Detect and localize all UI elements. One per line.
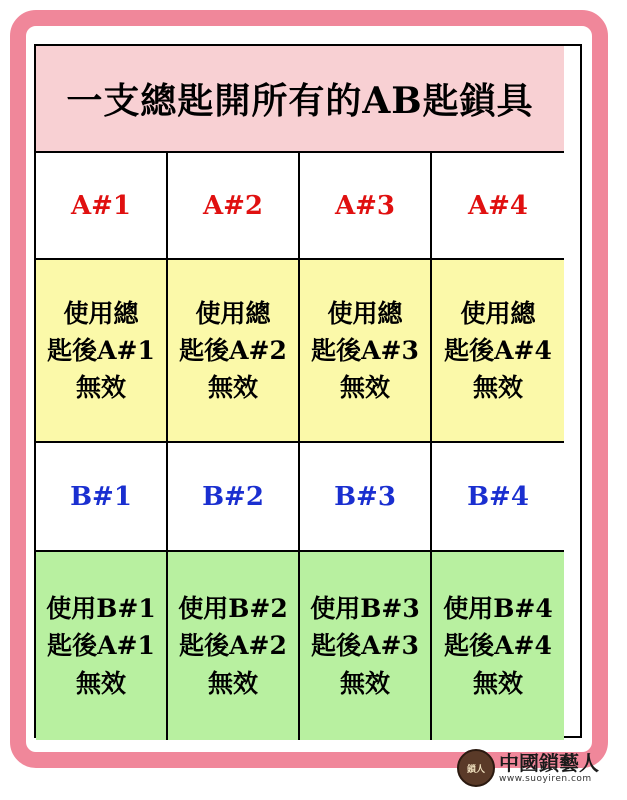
cell-line: 無效 <box>207 373 258 403</box>
key-table <box>34 44 582 738</box>
b-header-label: B#4 <box>467 481 529 512</box>
cell-line: 無效 <box>339 668 390 698</box>
a-header-3 <box>300 153 432 260</box>
logo-name: 中國鎖藝人 <box>499 750 599 775</box>
a-header-label: A#3 <box>334 190 396 221</box>
b-cell-2 <box>168 552 300 740</box>
cell-line: 匙後A#3 <box>311 335 419 365</box>
cell-line: 匙後A#4 <box>444 631 552 661</box>
cell-line: 使用總 <box>195 298 271 328</box>
cell-line: 無效 <box>472 373 523 403</box>
cell-line: 匙後A#1 <box>47 335 155 365</box>
a-cell-1 <box>36 260 168 443</box>
b-cell-3 <box>300 552 432 740</box>
cell-line: 使用B#4 <box>443 594 553 624</box>
a-header-label: A#1 <box>70 190 132 221</box>
cell-line: 匙後A#2 <box>179 631 287 661</box>
cell-line: 匙後A#2 <box>179 335 287 365</box>
b-header-label: B#2 <box>202 481 264 512</box>
a-cell-4 <box>432 260 564 443</box>
logo-text <box>499 750 599 784</box>
cell-line: 無效 <box>472 668 523 698</box>
logo-seal-icon: 鎖人 <box>457 749 495 787</box>
cell-line: 使用B#3 <box>310 594 420 624</box>
cell-line: 無效 <box>75 373 126 403</box>
cell-line: 匙後A#4 <box>444 335 552 365</box>
b-header-1 <box>36 443 168 552</box>
cell-line: 使用總 <box>63 298 139 328</box>
b-cell-4 <box>432 552 564 740</box>
cell-line: 匙後A#1 <box>47 631 155 661</box>
logo-url: www.suoyiren.com <box>499 773 592 784</box>
b-header-label: B#1 <box>70 481 132 512</box>
a-cell-2 <box>168 260 300 443</box>
cell-line: 無效 <box>75 668 126 698</box>
b-header-4 <box>432 443 564 552</box>
cell-line: 使用總 <box>327 298 403 328</box>
a-header-label: A#2 <box>202 190 264 221</box>
table-title: 一支總匙開所有的AB匙鎖具 <box>36 46 564 153</box>
cell-line: 使用B#2 <box>178 594 288 624</box>
a-header-4 <box>432 153 564 260</box>
a-header-label: A#4 <box>467 190 529 221</box>
b-cell-1 <box>36 552 168 740</box>
cell-line: 使用總 <box>460 298 536 328</box>
cell-line: 匙後A#3 <box>311 631 419 661</box>
cell-line: 無效 <box>339 373 390 403</box>
a-header-1 <box>36 153 168 260</box>
a-header-2 <box>168 153 300 260</box>
b-header-label: B#3 <box>334 481 396 512</box>
a-cell-3 <box>300 260 432 443</box>
b-header-3 <box>300 443 432 552</box>
cell-line: 無效 <box>207 668 258 698</box>
site-logo <box>457 742 617 794</box>
b-header-2 <box>168 443 300 552</box>
cell-line: 使用B#1 <box>46 594 156 624</box>
